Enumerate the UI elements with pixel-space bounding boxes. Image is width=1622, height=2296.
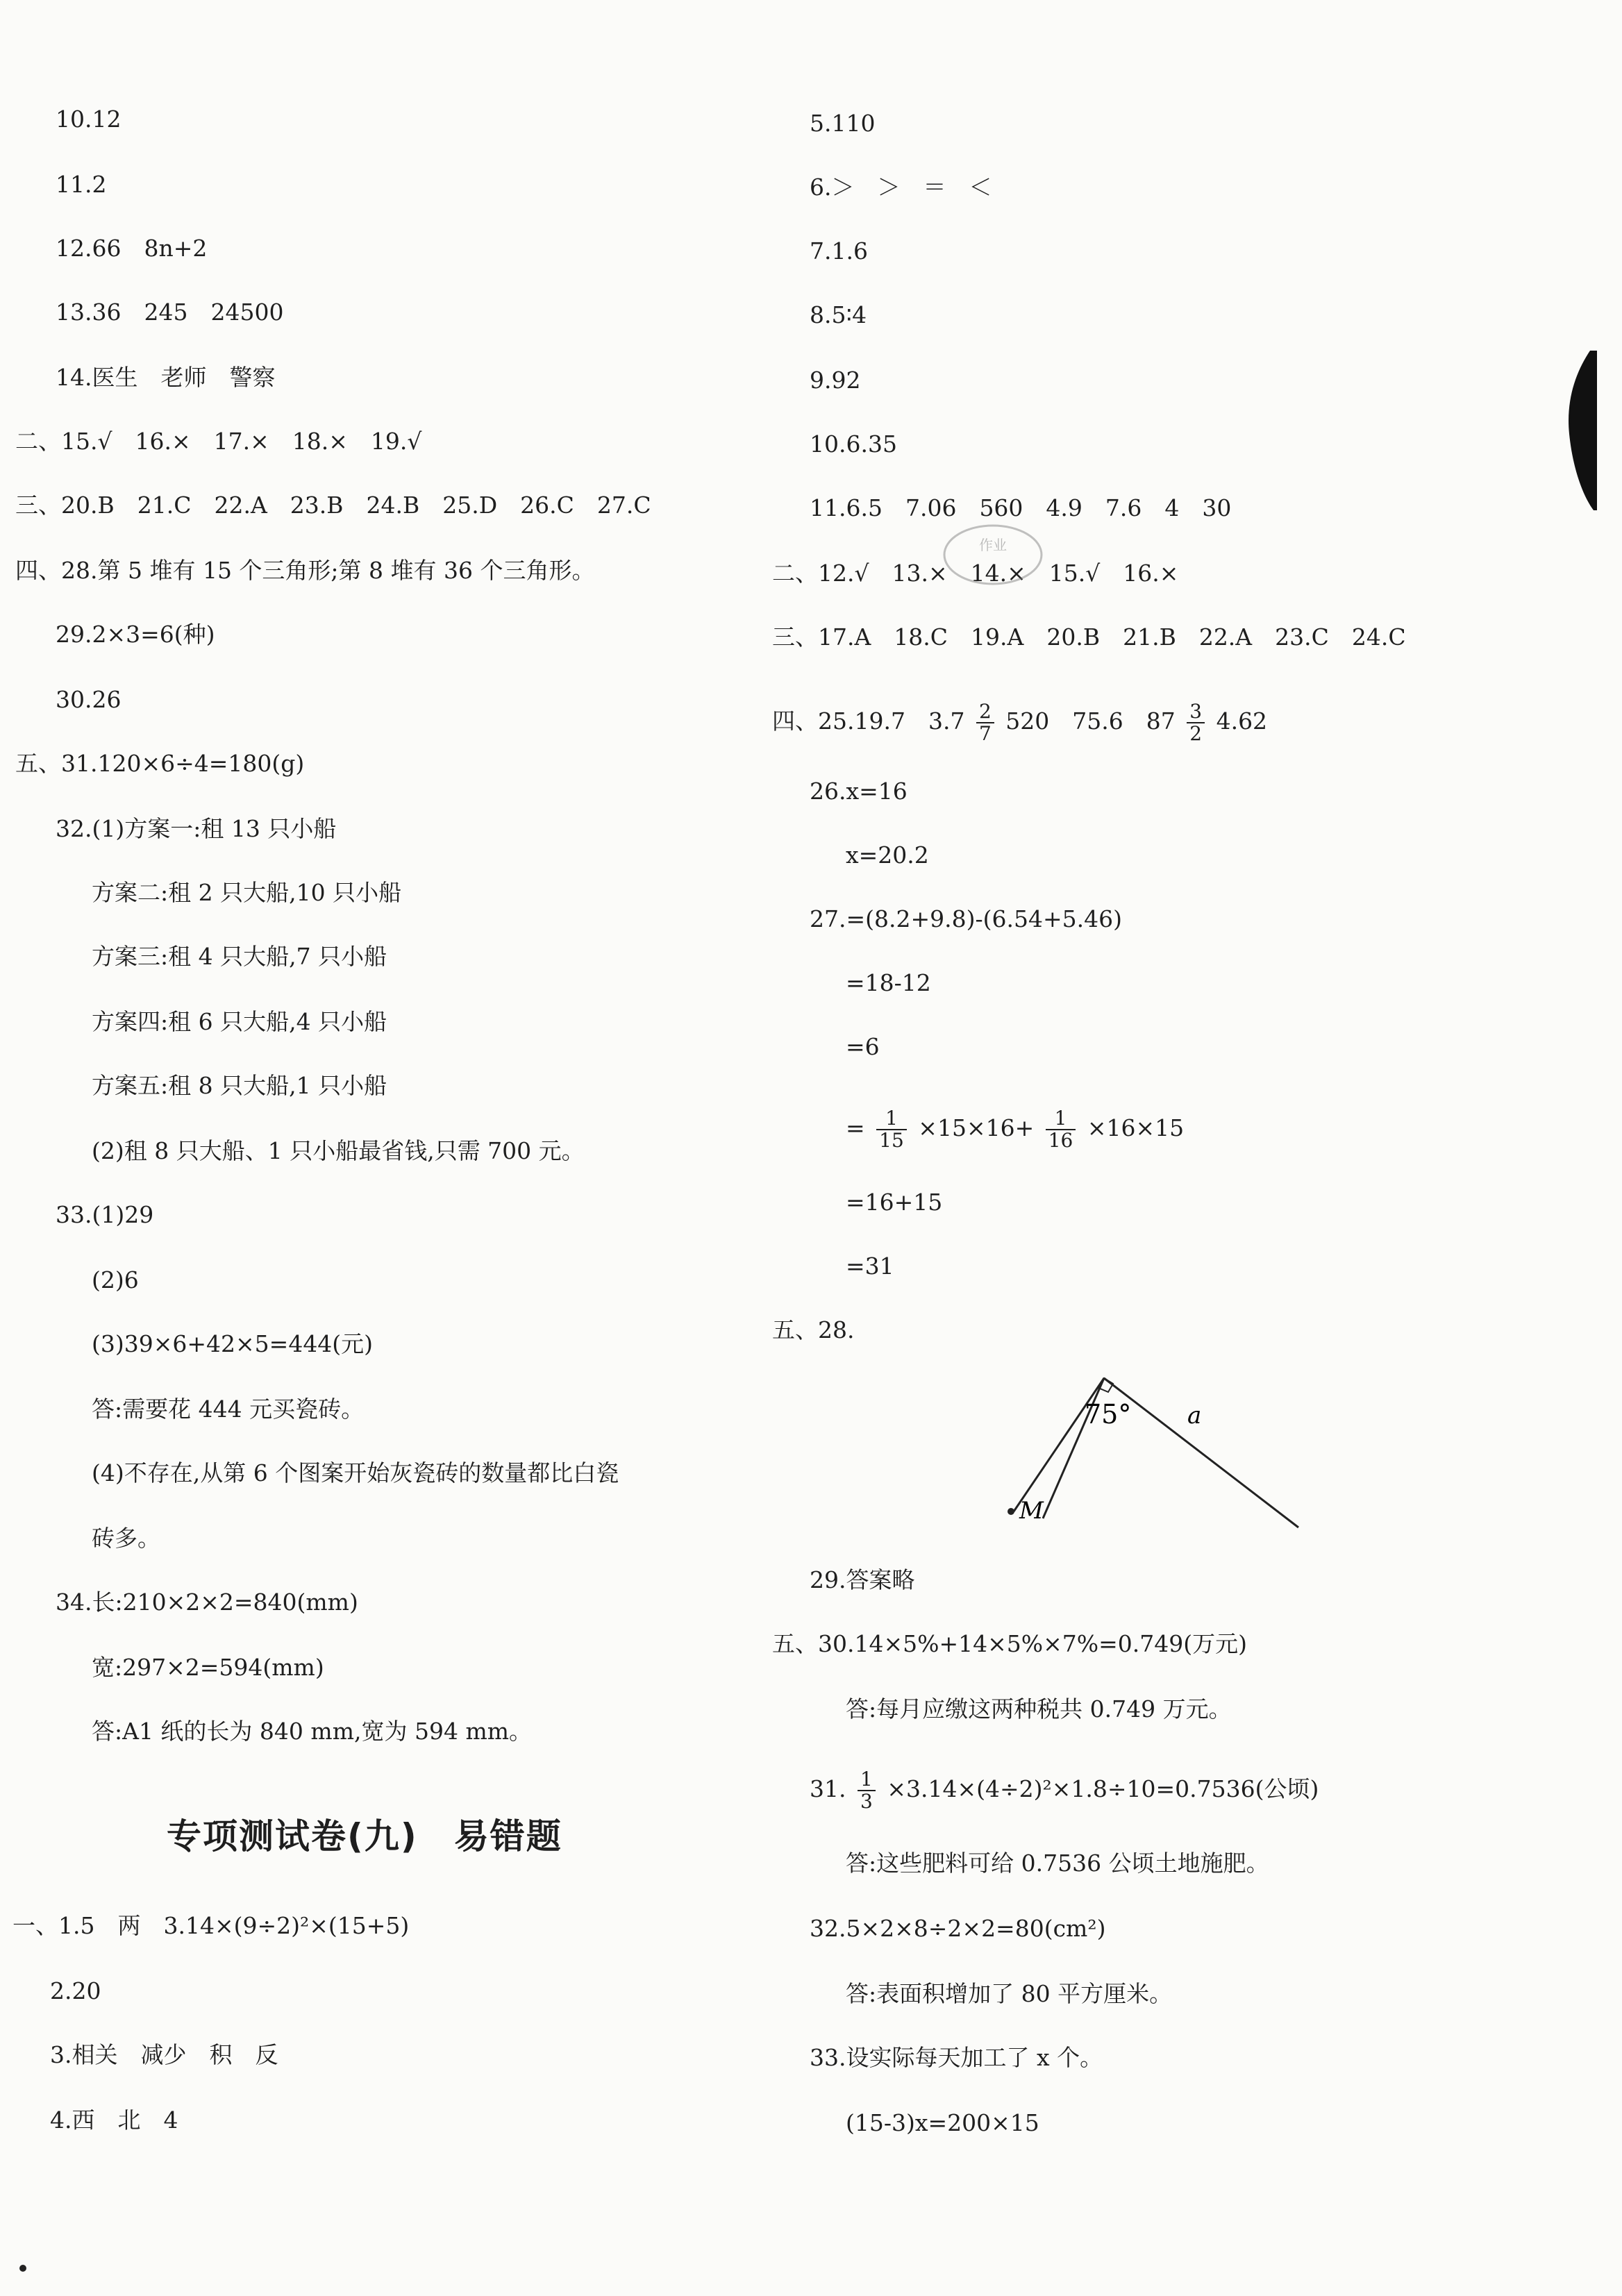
ray-a [1104,1378,1298,1527]
answer-line-r-wu-30: 五、30.14×5%+14×5%×7%=0.749(万元) [772,1630,1247,1657]
point-m-dot [1008,1508,1014,1515]
answer-line-r-8: 8.5∶4 [810,301,867,328]
answer-line-l-13-36: 13.36 245 24500 [56,299,284,326]
answer-line-r-27-3: =6 [846,1033,880,1060]
fraction-2-7: $\frac{2}{7}$ [976,701,994,744]
answer-line-l-33-1: 33.(1)29 [56,1201,154,1228]
answer-line-l-32-2: 方案二:租 2 只大船,10 只小船 [92,879,402,906]
answer-line-r-27-1: 27.=(8.2+9.8)-(6.54+5.46) [810,905,1122,932]
answer-line-27-4: = $\frac{1}{15}$ ×15×16+ $\frac{1}{16}$ ×16×15 [846,1107,1185,1152]
answer-line-l-32-3: 方案三:租 4 只大船,7 只小船 [92,943,387,970]
answer-line-r-27-6: =31 [846,1252,894,1280]
answer-line-l-2-20: 2.20 [50,1977,101,2004]
answer-line-31: 31. $\frac{1}{3}$ ×3.14×(4÷2)²×1.8÷10=0.7536(公顷) [810,1768,1319,1813]
answer-line-l-14: 14.医生 老师 警察 [56,364,276,391]
answer-line-l-12-66: 12.66 8n+2 [56,235,208,262]
fraction-1-3: $\frac{1}{3}$ [858,1769,876,1812]
answer-line-r-33: 33.设实际每天加工了 x 个。 [810,2044,1103,2071]
answer-line-l-32-4: 方案四:租 6 只大船,4 只小船 [92,1008,387,1035]
answer-line-l-33-5: (4)不存在,从第 6 个图案开始灰瓷砖的数量都比白瓷 [92,1459,619,1486]
answer-line-l-29: 29.2×3=6(种) [56,621,215,648]
answer-line-l-wu-31: 五、31.120×6÷4=180(g) [15,750,305,777]
answer-line-r-27-5: =16+15 [846,1189,943,1216]
fraction-3-2: $\frac{3}{2}$ [1187,701,1205,744]
answer-line-r-6: 6.＞ ＞ ＝ ＜ [810,174,992,201]
answer-line-l-4: 4.西 北 4 [50,2106,178,2134]
fraction-1-15: $\frac{1}{15}$ [876,1108,907,1151]
watermark-stamp [941,522,1045,588]
answer-line-l-33-4: 答:需要花 444 元买瓷砖。 [92,1396,365,1423]
angle-figure [1000,1364,1312,1538]
section-title: 专项测试卷(九) 易错题 [167,1816,562,1857]
answer-line-r-5: 5.110 [810,110,876,137]
answer-line-l-33-6: 砖多。 [92,1525,160,1552]
answer-line-l-34-2: 宽:297×2=594(mm) [92,1654,324,1681]
ink-blot [1562,351,1597,510]
fraction-1-16: $\frac{1}{16}$ [1046,1108,1076,1151]
answer-line-l-30: 30.26 [56,686,122,713]
answer-line-r-30-ans: 答:每月应缴这两种税共 0.749 万元。 [846,1695,1232,1723]
answer-line-r-san-17: 三、17.A 18.C 19.A 20.B 21.B 22.A 23.C 24.C [772,623,1406,651]
answer-line-r-27-2: =18-12 [846,969,931,996]
answer-line-l-3: 3.相关 减少 积 反 [50,2041,278,2068]
answer-line-l-34-3: 答:A1 纸的长为 840 mm,宽为 594 mm。 [92,1718,533,1745]
ray-label-a: a [1187,1402,1202,1430]
answer-line-l-32-5: 方案五:租 8 只大船,1 只小船 [92,1072,387,1099]
answer-line-l-33-2: (2)6 [92,1266,139,1293]
point-label-m: M [1019,1497,1044,1525]
answer-line-r-26-1: 26.x=16 [810,778,908,805]
svg-text:作业: 作业 [979,537,1007,553]
answer-line-l-10-12: 10.12 [56,106,122,133]
page-dot [19,2265,26,2272]
answer-line-l-er-15: 二、15.√ 16.× 17.× 18.× 19.√ [15,428,422,455]
answer-line-l-11-2: 11.2 [56,171,107,198]
answer-line-l-san-20: 三、20.B 21.C 22.A 23.B 24.B 25.D 26.C 27.C [15,492,651,519]
answer-line-r-29: 29.答案略 [810,1566,915,1593]
answer-line-r-32: 32.5×2×8÷2×2=80(cm²) [810,1915,1106,1942]
answer-line-r-33-eq: (15-3)x=200×15 [846,2109,1039,2136]
answer-line-l-yi-1: 一、1.5 两 3.14×(9÷2)²×(15+5) [12,1912,410,1939]
answer-line-r-7: 7.1.6 [810,237,868,265]
answer-line-l-si-28: 四、28.第 5 堆有 15 个三角形;第 8 堆有 36 个三角形。 [15,557,595,584]
answer-line-r-10: 10.6.35 [810,430,897,458]
answer-line-r-26-2: x=20.2 [846,841,929,869]
answer-line-l-33-3: (3)39×6+42×5=444(元) [92,1330,374,1357]
answer-line-l-32-6: (2)租 8 只大船、1 只小船最省钱,只需 700 元。 [92,1137,585,1164]
answer-line-r-9: 9.92 [810,367,861,394]
answer-line-l-34-1: 34.长:210×2×2=840(mm) [56,1589,358,1616]
answer-line-r-32-ans: 答:表面积增加了 80 平方厘米。 [846,1980,1173,2007]
ray-m-outer [1014,1378,1104,1511]
answer-line-r-wu-28: 五、28. [772,1316,855,1343]
angle-label: 75° [1085,1399,1132,1430]
answer-line-r-31-ans: 答:这些肥料可给 0.7536 公顷土地施肥。 [846,1850,1269,1877]
answer-line-r-11: 11.6.5 7.06 560 4.9 7.6 4 30 [810,494,1232,521]
answer-line-l-32-1: 32.(1)方案一:租 13 只小船 [56,815,337,842]
answer-line-r-er-12: 二、12.√ 13.× 14.× 15.√ 16.× [772,560,1179,587]
answer-line-si-25: 四、25.19.7 3.7 $\frac{2}{7}$ 520 75.6 87 $\frac{3}{2}$ 4.62 [772,700,1268,745]
